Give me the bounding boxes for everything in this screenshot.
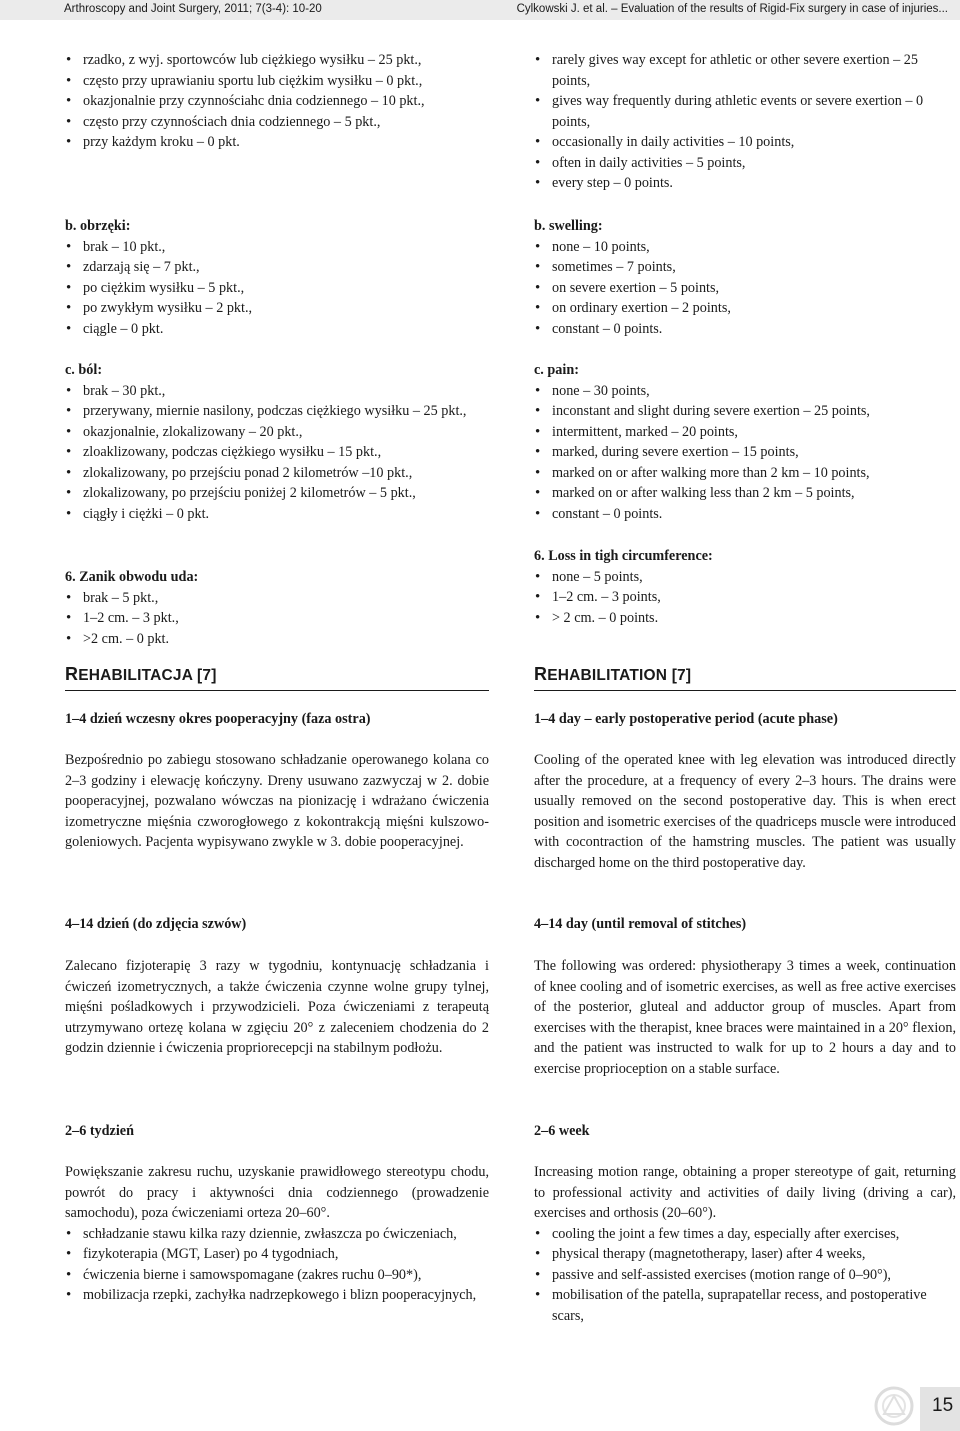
list-item: • ćwiczenia bierne i samowspomagane (zakres ruchu 0–90*), <box>65 1265 489 1286</box>
rehabilitation-heading-pl <box>65 664 489 691</box>
list-item: • intermittent, marked – 20 points, <box>534 422 956 443</box>
pain-heading-en: c. pain: <box>534 362 579 378</box>
heading-initial: R <box>65 664 79 684</box>
article-running-title: Cylkowski J. et al. – Evaluation of the results of Rigid-Fix surgery in case of injuries... <box>516 3 948 15</box>
list-item: • passive and self-assisted exercises (motion range of 0–90°), <box>534 1265 956 1286</box>
list-item: • sometimes – 7 points, <box>534 257 956 278</box>
swelling-heading-pl: b. obrzęki: <box>65 218 131 234</box>
list-item: • 1–2 cm. – 3 points, <box>534 587 956 608</box>
pain-heading-pl: c. ból: <box>65 362 103 378</box>
heading-rest: EHABILITACJA [7] <box>78 667 217 684</box>
list-item: • constant – 0 points. <box>534 504 956 525</box>
list-item: • gives way frequently during athletic events or severe exertion – 0 points, <box>534 91 956 132</box>
phase1-text-en: Cooling of the operated knee with leg elevation was introduced directly after the procedure, at a frequency of every 2–3 hours. The drains were usually removed on the second postoperative day. This is when erect position and isometric exercises of the quadriceps muscle were introduced with cocontraction of the hamstring muscles. The patient was usually discharged home on the third postoperative day. <box>534 752 956 871</box>
list-item: • marked on or after walking less than 2 km – 5 points, <box>534 483 956 504</box>
pain-list-pl <box>65 381 489 525</box>
instability-list-pl <box>65 50 489 153</box>
list-item: • po zwykłym wysiłku – 2 pkt., <box>65 298 489 319</box>
list-item: • none – 30 points, <box>534 381 956 402</box>
list-item: • fizykoterapia (MGT, Laser) po 4 tygodniach, <box>65 1244 489 1265</box>
phase1-text-pl: Bezpośrednio po zabiegu stosowano schładzanie operowanego kolana co 2–3 godziny i elewację kończyny. Dreny usuwano zazwyczaj w 2. dobie pooperacyjnej, pozwalano wówczas na pionizację i wdrażano ćwiczenia izometryczne mięśnia czworogłowego z kokontrakcją mięśni kulszowo-goleniowych. Pacjenta wypisywano zwykle w 3. dobie pooperacyjnej. <box>65 752 489 850</box>
list-item: • none – 10 points, <box>534 237 956 258</box>
list-item: • ciągle – 0 pkt. <box>65 319 489 340</box>
list-item: • brak – 5 pkt., <box>65 588 489 609</box>
list-item: • rzadko, z wyj. sportowców lub ciężkiego wysiłku – 25 pkt., <box>65 50 489 71</box>
list-item: • mobilisation of the patella, suprapatellar recess, and postoperative scars, <box>534 1285 956 1326</box>
phase2-heading-pl: 4–14 dzień (do zdjęcia szwów) <box>65 916 247 932</box>
list-item: • brak – 30 pkt., <box>65 381 489 402</box>
list-item: • ciągły i ciężki – 0 pkt. <box>65 504 489 525</box>
list-item: • często przy czynnościach dnia codziennego – 5 pkt., <box>65 112 489 133</box>
list-item: • often in daily activities – 5 points, <box>534 153 956 174</box>
list-item: • po ciężkim wysiłku – 5 pkt., <box>65 278 489 299</box>
list-item: • zloaklizowany, podczas ciężkiego wysiłku – 15 pkt., <box>65 442 489 463</box>
page-number-box <box>920 1387 960 1431</box>
thigh-list-en <box>534 567 956 629</box>
phase3-heading-en: 2–6 week <box>534 1123 590 1139</box>
list-item: • zlokalizowany, po przejściu poniżej 2 kilometrów – 5 pkt., <box>65 483 489 504</box>
list-item: • occasionally in daily activities – 10 points, <box>534 132 956 153</box>
phase3-text-pl: Powiększanie zakresu ruchu, uzyskanie prawidłowego stereotypu chodu, powrót do pracy i aktywności dnia codziennego (prowadzenie samochodu), poza ćwiczeniami orteza 20–60°. <box>65 1164 489 1221</box>
list-item: • okazjonalnie przy czynnościahc dnia codziennego – 10 pkt., <box>65 91 489 112</box>
list-item: • inconstant and slight during severe exertion – 25 points, <box>534 401 956 422</box>
list-item: • > 2 cm. – 0 points. <box>534 608 956 629</box>
swelling-list-pl <box>65 237 489 340</box>
phase3-list-pl <box>65 1224 489 1306</box>
thigh-list-pl <box>65 588 489 650</box>
list-item: • schładzanie stawu kilka razy dziennie, zwłaszcza po ćwiczeniach, <box>65 1224 489 1245</box>
list-item: • przy każdym kroku – 0 pkt. <box>65 132 489 153</box>
list-item: • zdarzają się – 7 pkt., <box>65 257 489 278</box>
phase3-text-en: Increasing motion range, obtaining a proper stereotype of gait, returning to professional activity and activities of daily living (driving a car), exercises and orthosis (20–60°). <box>534 1164 956 1221</box>
phase1-heading-pl: 1–4 dzień wczesny okres pooperacyjny (faza ostra) <box>65 711 371 727</box>
list-item: • cooling the joint a few times a day, especially after exercises, <box>534 1224 956 1245</box>
list-item: • constant – 0 points. <box>534 319 956 340</box>
phase1-heading-en: 1–4 day – early postoperative period (acute phase) <box>534 711 838 727</box>
thigh-heading-en: 6. Loss in tigh circumference: <box>534 548 713 564</box>
journal-citation: Arthroscopy and Joint Surgery, 2011; 7(3-4): 10-20 <box>64 3 322 15</box>
list-item: • on severe exertion – 5 points, <box>534 278 956 299</box>
list-item: • często przy uprawianiu sportu lub ciężkim wysiłku – 0 pkt., <box>65 71 489 92</box>
page-number: 15 <box>932 1395 954 1416</box>
phase2-text-en: The following was ordered: physiotherapy 3 times a week, continuation of knee cooling and of isometric exercises, as well as free active exercises of the posterior, gluteal and adductor group of muscles. Apart from exercises with the therapist, knee braces were maintained in a 20° flexion, and the patient was instructed to walk for up to 2 hours a day and to exercise proprioception on a stable surface. <box>534 958 956 1077</box>
swelling-list-en <box>534 237 956 340</box>
list-item: • mobilizacja rzepki, zachyłka nadrzepkowego i blizn pooperacyjnych, <box>65 1285 489 1306</box>
running-header <box>0 0 960 20</box>
list-item: • 1–2 cm. – 3 pkt., <box>65 608 489 629</box>
phase3-list-en <box>534 1224 956 1327</box>
thigh-heading-pl: 6. Zanik obwodu uda: <box>65 569 199 585</box>
pain-list-en <box>534 381 956 525</box>
heading-initial: R <box>534 664 548 684</box>
list-item: • on ordinary exertion – 2 points, <box>534 298 956 319</box>
list-item: • >2 cm. – 0 pkt. <box>65 629 489 650</box>
phase2-heading-en: 4–14 day (until removal of stitches) <box>534 916 747 932</box>
list-item: • marked on or after walking more than 2 km – 10 points, <box>534 463 956 484</box>
list-item: • zlokalizowany, po przejściu ponad 2 kilometrów –10 pkt., <box>65 463 489 484</box>
phase2-text-pl: Zalecano fizjoterapię 3 razy w tygodniu, kontynuację schładzania i ćwiczeń izometrycznych, a także ćwiczenia czynne wolne grupy tylnej, mięśni pośladkowych i przywodzicieli. Poza ćwiczeniami z terapeutą utrzymywano ortezę kolana w zgięciu 20° z zaleceniem chodzenia do 2 godzin dziennie i ćwiczenia propriorecepcji na stabilnym podłożu. <box>65 958 489 1056</box>
rehabilitation-heading-en <box>534 664 956 691</box>
heading-rest: EHABILITATION [7] <box>547 667 692 684</box>
list-item: • marked, during severe exertion – 15 points, <box>534 442 956 463</box>
journal-logo-watermark <box>872 1384 916 1428</box>
swelling-heading-en: b. swelling: <box>534 218 603 234</box>
list-item: • przerywany, miernie nasilony, podczas ciężkiego wysiłku – 25 pkt., <box>65 401 489 422</box>
instability-list-en <box>534 50 956 194</box>
list-item: • brak – 10 pkt., <box>65 237 489 258</box>
list-item: • okazjonalnie, zlokalizowany – 20 pkt., <box>65 422 489 443</box>
list-item: • physical therapy (magnetotherapy, laser) after 4 weeks, <box>534 1244 956 1265</box>
phase3-heading-pl: 2–6 tydzień <box>65 1123 134 1139</box>
list-item: • rarely gives way except for athletic or other severe exertion – 25 points, <box>534 50 956 91</box>
list-item: • none – 5 points, <box>534 567 956 588</box>
list-item: • every step – 0 points. <box>534 173 956 194</box>
